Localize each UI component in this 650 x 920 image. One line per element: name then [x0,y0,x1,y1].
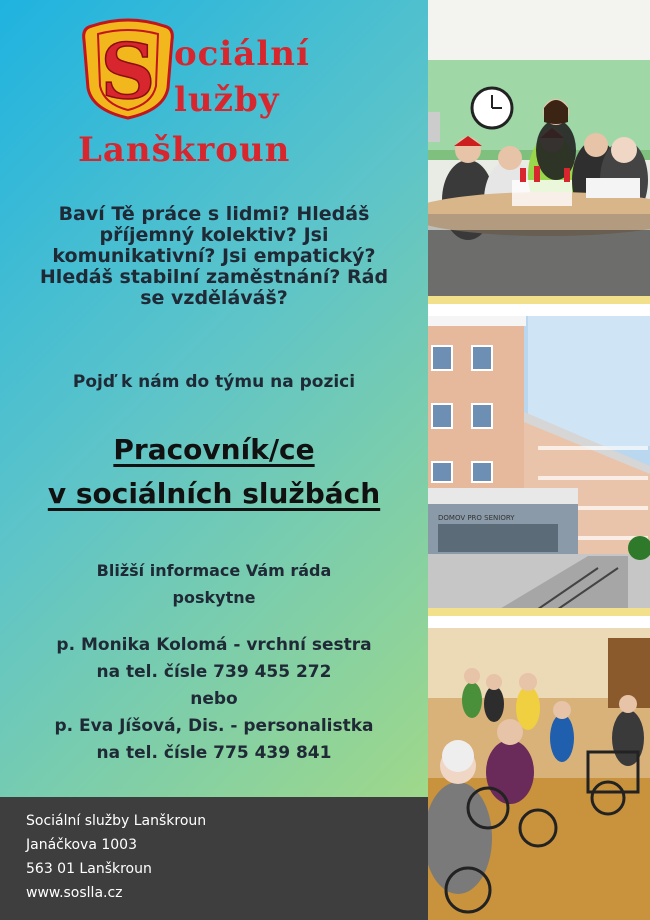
contact-or: nebo [190,689,238,709]
intro-text [20,204,408,309]
contact-person-2: p. Eva Jíšová, Dis. - personalistka [54,716,374,736]
footer-org-name: Sociální služby Lanškroun [26,813,207,829]
footer-city: 563 01 Lanškroun [26,861,152,877]
intro-line: příjemný kolektiv? Jsi [99,224,329,246]
invite-text: Pojď k nám do týmu na pozici [72,372,356,392]
logo-line-2: lužby [174,80,280,120]
building-sign: DOMOV PRO SENIORY [438,514,515,522]
footer-website-link[interactable]: www.soslla.cz [26,885,123,901]
footer [0,797,428,920]
intro-line: komunikativní? Jsi empatický? [52,245,376,267]
intro-line: Baví Tě práce s lidmi? Hledáš [58,203,370,225]
contact-person-1: p. Monika Kolomá - vrchní sestra [56,635,372,655]
footer-street: Janáčkova 1003 [26,837,137,853]
photo-residents-hall [428,628,650,920]
info-text [0,557,428,611]
logo-shield-icon [78,18,178,120]
photo-column [428,0,650,920]
position-line-1: Pracovník/ce [113,433,315,466]
job-position-title [0,428,428,516]
logo-line-1: ociální [174,34,310,74]
photo-building [428,316,650,616]
info-line-1: Bližší informace Vám ráda [96,561,332,580]
info-line-2: poskytne [172,588,256,607]
intro-line: se vzděláváš? [140,287,288,309]
photo-group-at-table [428,0,650,304]
contact-block [0,632,428,767]
logo-line-3: Lanškroun [78,130,291,170]
intro-line: Hledáš stabilní zaměstnání? Rád [39,266,389,288]
contact-phone-1[interactable]: na tel. čísle 739 455 272 [96,662,332,682]
logo-letter: S [100,27,156,116]
contact-phone-2[interactable]: na tel. čísle 775 439 841 [96,743,332,763]
position-line-2: v sociálních službách [47,477,381,510]
logo [78,14,368,174]
